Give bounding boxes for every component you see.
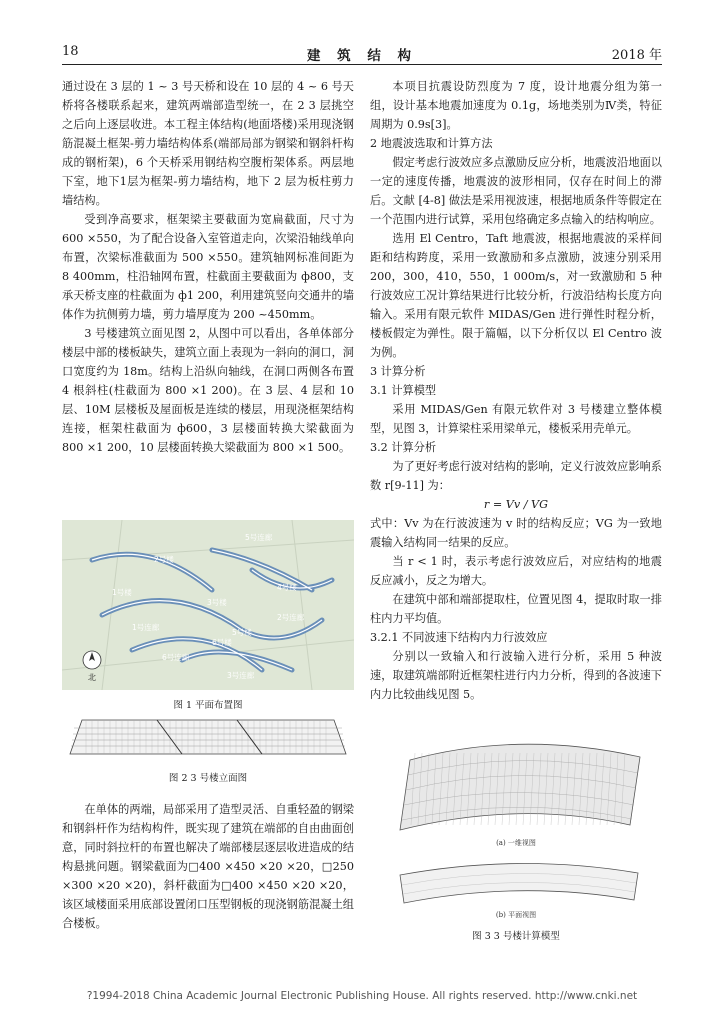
left-column-text [62,77,354,457]
fig1-label: 1号连廊 [132,623,160,632]
paragraph: 为了更好考虑行波对结构的影响，定义行波效应影响系数 r[9-11] 为： [370,460,662,492]
fig1-label: 1号楼 [112,588,132,597]
fig1-label: 2号连廊 [277,613,305,622]
journal-title: 建 筑 结 构 [306,48,418,64]
subsubsection-heading: 3.2.1 不同波速下结构内力行波效应 [370,631,548,644]
paragraph: 分别以一致输入和行波输入进行分析，采用 5 种波速，取建筑端部附近框架柱进行内力分析，得到的各波速下内力比较曲线见图 5。 [370,650,662,701]
paragraph: 当 r < 1 时，表示考虑行波效应后，对应结构的地震反应减小，反之为增大。 [370,555,662,587]
subsection-heading: 3.1 计算模型 [370,384,437,397]
fig1-label: 3号楼 [207,598,227,607]
figure-3-model [370,735,662,925]
subsection-heading: 3.2 计算分析 [370,441,437,454]
fig1-label: 5号楼 [232,628,252,637]
figure-3-caption: 图 3 3 号楼计算模型 [472,931,560,942]
paragraph: 选用 El Centro，Taft 地震波，根据地震波的采样间距和结构跨度，采用一致激励和多点激励，波速分别采用 200，300，410，550，1 000m/s，对一致激励和 5 种行波效应工况计算结果进行比较分析，行波沿结构长度方向输入。采用有限元软件 MIDAS/Gen 进行弹性时程分析，楼板假定为弹性。限于篇幅，以下分析仅以 El Centro 波为例。 [370,232,662,359]
fig1-label: 6号楼 [212,638,232,647]
paragraph: 在建筑中部和端部提取柱，位置见图 4，提取时取一排柱内力平均值。 [370,593,662,625]
paragraph: 3 号楼建筑立面见图 2，从图中可以看出，各单体部分楼层中部的楼板缺失，建筑立面上表现为一斜向的洞口，洞口宽度约为 18m。结构上沿纵向轴线，在洞口两侧各布置 4 根斜柱(柱截面为 800 ×1 200)。在 3 层、4 层和 10 层、10M 层楼板及屋面板是连续的楼层，用现浇框架结构连接，框架柱截面为 ф600，3 层楼面转换大梁截面为 800 ×1 200，10 层楼面转换大梁截面为 800 ×1 500。 [62,327,354,454]
fig1-label: 4号楼 [277,583,297,592]
figure-1-plan-layout [62,520,354,690]
page-number: 18 [62,44,79,59]
right-column-text [370,77,662,704]
journal-year: 2018 年 [611,48,662,63]
formula: r = Vv / VG [483,498,549,511]
paragraph: 采用 MIDAS/Gen 有限元软件对 3 号楼建立整体模型，见图 3，计算梁柱采用梁单元，楼板采用壳单元。 [370,403,662,435]
section-heading: 2 地震波选取和计算方法 [370,137,493,150]
fig3-subcaption-a: (a) 一维视图 [496,839,536,847]
paragraph: 本项目抗震设防烈度为 7 度，设计地震分组为第一组，设计基本地震加速度为 0.1g，场地类别为Ⅳ类，特征周期为 0.9s[3]。 [370,80,662,131]
north-label: 北 [88,673,96,682]
fig1-label: 3号连廊 [227,671,255,680]
left-column-text-bottom [62,800,354,933]
figure-2-elevation [62,712,354,762]
figure-1-caption: 图 1 平面布置图 [173,700,243,711]
paragraph: 假定考虑行波效应多点激励反应分析，地震波沿地面以一定的速度传播，地震波的波形相同，仅存在时间上的滞后。文献 [4-8] 做法是采用视波速，根据地质条件等假定在一个范围内进行试算，采用包络确定多点输入的结构响应。 [370,156,662,226]
fig1-label: 5号连廊 [245,533,273,542]
section-heading: 3 计算分析 [370,365,426,378]
figure-2-caption: 图 2 3 号楼立面图 [168,773,248,784]
header-rule [62,64,662,65]
paragraph: 受到净高要求，框架梁主要截面为宽扁截面，尺寸为 600 ×550，为了配合设备入室管道走向，次梁沿轴线单向布置，次梁标准截面为 500 ×550。建筑轴网标准间距为 8 400mm，柱沿轴网布置，柱截面主要截面为 ф800，支承天桥支座的柱截面为 ф1 200，利用建筑竖向交通井的墙体作为抗侧剪力墙，剪力墙厚度为 200 ~450mm。 [62,213,354,321]
fig1-label: 2号楼 [154,555,174,564]
copyright-footer: ?1994-2018 China Academic Journal Electronic Publishing House. All rights reserved. http://www.cnki.net [86,990,638,1002]
fig3-subcaption-b: (b) 平面视图 [495,911,537,919]
paragraph: 在单体的两端，局部采用了造型灵活、自重轻盈的钢梁和钢斜杆作为结构构件，既实现了建筑在端部的自由曲面创意，同时斜拉杆的布置也解决了端部楼层逐层收进造成的结构悬挑问题。钢梁截面为□400 ×450 ×20 ×20，□250 ×300 ×20 ×20)，斜杆截面为□400 ×450 ×20 ×20，该区域楼面采用底部设置闭口压型钢板的现浇钢筋混凝土组合楼板。 [62,803,354,930]
fig1-label: 6号连廊 [162,653,190,662]
paragraph: 通过设在 3 层的 1 ~ 3 号天桥和设在 10 层的 4 ~ 6 号天桥将各楼联系起来，建筑两端部造型统一，在 2 3 层挑空之后向上逐层收进。本工程主体结构(地面塔楼)采用现浇钢筋混凝土框架-剪力墙结构体系(端部局部为钢梁和钢斜杆构成的钢桁架)，6 个天桥采用钢结构空腹桁架体系。两层地下室，地下1层为框架-剪力墙结构，地下 2 层为板柱剪力墙结构。 [62,80,354,207]
paragraph: 式中：Vv 为在行波波速为 v 时的结构反应；VG 为一致地震输入结构同一结果的反应。 [370,517,662,549]
